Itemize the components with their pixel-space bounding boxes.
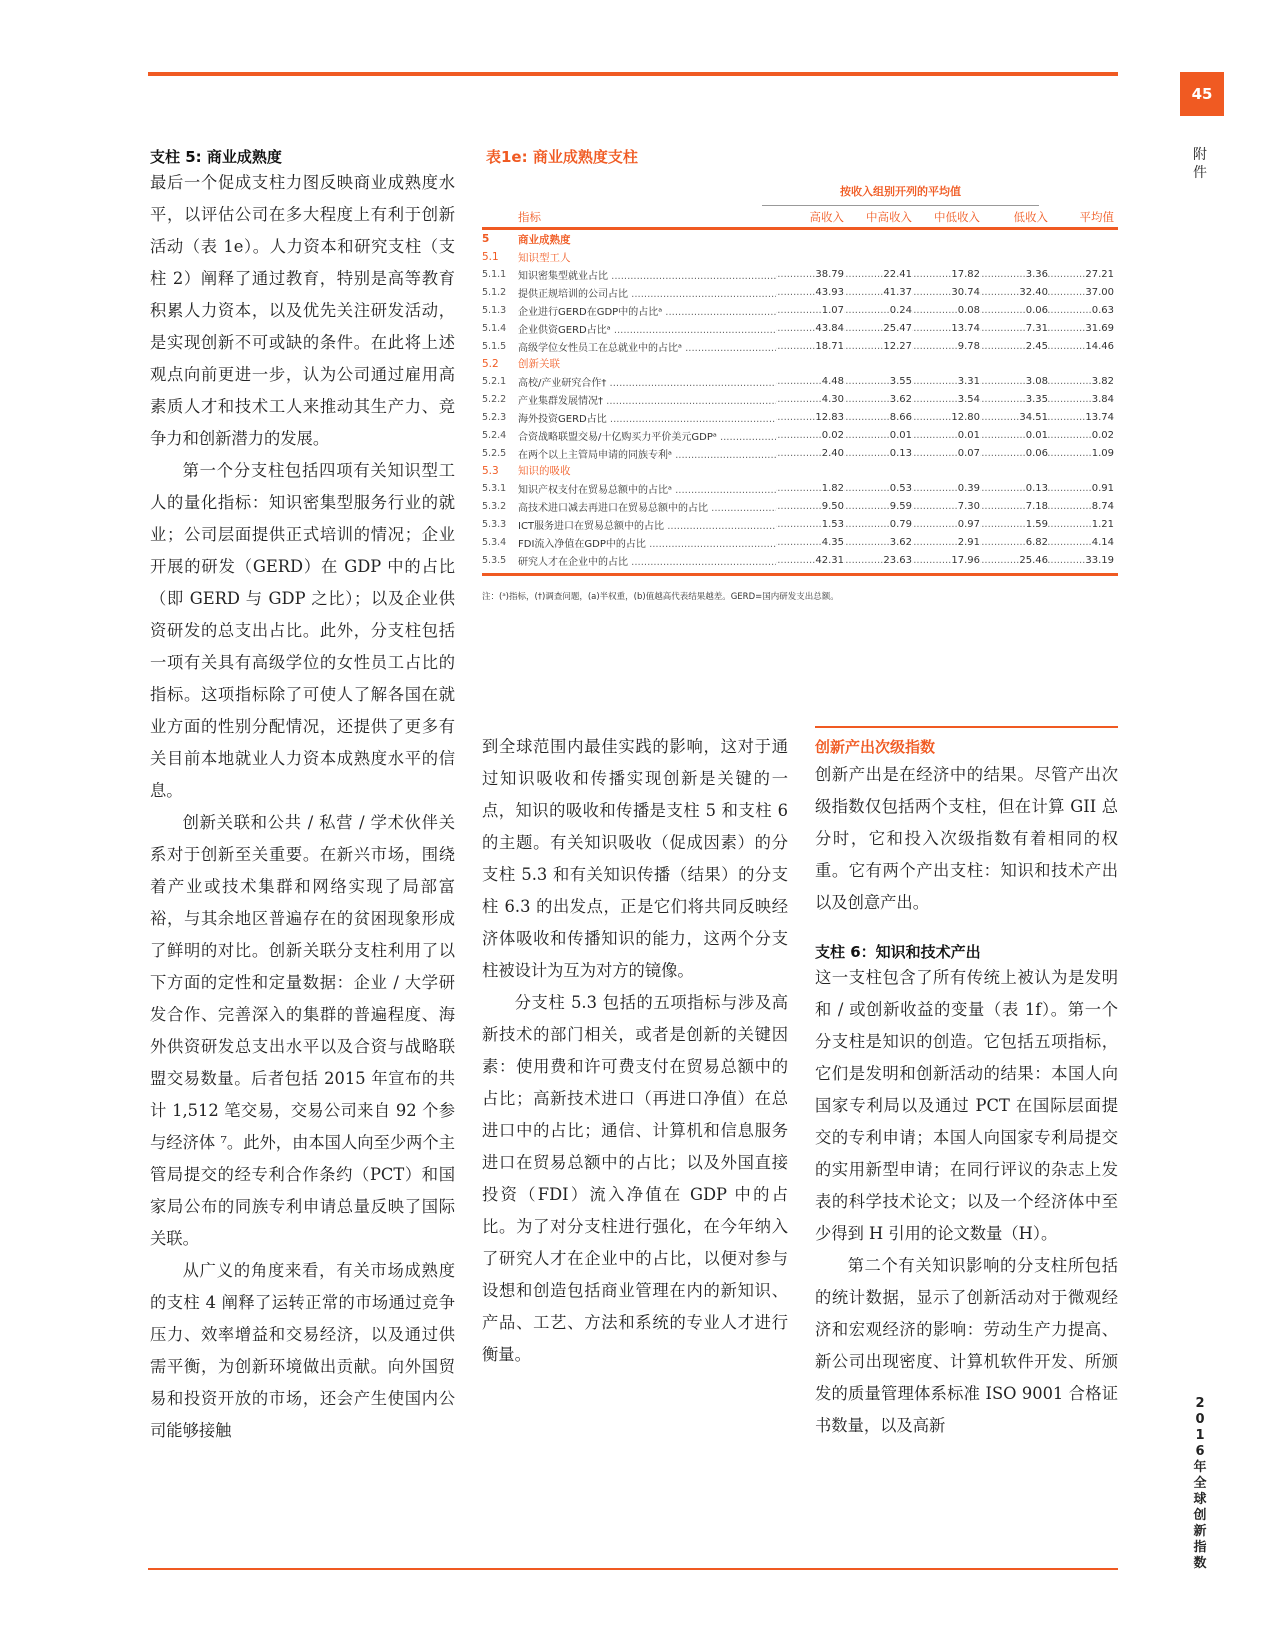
paragraph: 从广义的角度来看，有关市场成熟度的支柱 4 阐释了运转正常的市场通过竞争压力、效率增益和交易经济，以及通过供需平衡，为创新环境做出贡献。向外国贸易和投资开放的市场，还会产生使国内公司能够接触 — [150, 1261, 455, 1440]
value-upper-middle-cell — [844, 519, 912, 530]
value-mean-cell — [1048, 430, 1118, 441]
value-mean-cell — [1048, 483, 1118, 494]
value-upper-middle-cell — [844, 341, 912, 352]
section-label: 知识型工人 — [518, 251, 571, 264]
indicator-label: 知识产权支付在贸易总额中的占比ᵃ ..... — [518, 481, 776, 496]
value-low-cell — [980, 394, 1048, 405]
value-low-cell — [980, 555, 1048, 566]
indicator-label: 高校/产业研究合作† ..... — [518, 374, 776, 389]
value-lower-middle-cell — [912, 483, 980, 494]
value-low: 3.36 — [1025, 269, 1048, 281]
paragraph: 第二个有关知识影响的分支柱所包括的统计数据，显示了创新活动对于微观经济和宏观经济的影响：劳动生产力提高、新公司出现密度、计算机软件开发、所颁发的质量管理体系标准 ISO 9001 合格证书数量，以及高新 — [815, 1256, 1118, 1435]
value-upper-middle-cell — [844, 412, 912, 423]
value-low: 6.82 — [1025, 536, 1048, 548]
value-low-cell — [980, 323, 1048, 334]
value-upper-middle: 0.13 — [889, 447, 912, 459]
value-upper-middle: 8.66 — [889, 411, 912, 423]
year-char: 年 — [1193, 1460, 1207, 1475]
group-header — [482, 183, 1118, 203]
indicator-label: 合资战略联盟交易/十亿购买力平价美元GDPᵃ ..... — [518, 428, 776, 443]
column-left — [150, 146, 455, 1447]
value-lower-middle: 13.74 — [951, 322, 980, 334]
value-lower-middle-cell — [912, 501, 980, 512]
year-char: 球 — [1193, 1492, 1207, 1507]
value-mean-cell — [1048, 376, 1118, 387]
indicator-code: 5.3.4 — [482, 536, 507, 548]
section-heading-pillar6: 支柱 6：知识和技术产出 — [815, 943, 981, 961]
value-lower-middle-cell — [912, 412, 980, 423]
value-lower-middle-cell — [912, 519, 980, 530]
value-high: 4.35 — [821, 536, 844, 548]
indicator-code: 5.1.4 — [482, 322, 507, 334]
value-high: 4.48 — [821, 376, 844, 388]
value-upper-middle: 0.79 — [889, 518, 912, 530]
indicator-code: 5.1.1 — [482, 269, 507, 281]
table-row — [482, 319, 1118, 337]
col-header-high: 高收入 — [809, 210, 844, 224]
table-row — [482, 337, 1118, 355]
table-row — [482, 373, 1118, 391]
value-low: 0.13 — [1025, 483, 1048, 495]
value-mean-cell — [1048, 555, 1118, 566]
section-row — [482, 462, 1118, 480]
value-high: 43.93 — [815, 287, 844, 299]
value-lower-middle: 3.31 — [957, 376, 980, 388]
value-high-cell — [776, 269, 844, 280]
value-high: 12.83 — [815, 411, 844, 423]
table-title: 表1e: 商业成熟度支柱 — [486, 148, 638, 166]
table-bottom-rule — [482, 573, 1118, 576]
value-low-cell — [980, 269, 1048, 280]
group-header-label: 按收入组别开列的平均值 — [840, 185, 961, 198]
value-mean: 0.63 — [1091, 304, 1114, 316]
table-row — [482, 444, 1118, 462]
value-upper-middle: 23.63 — [883, 554, 912, 566]
value-high-cell — [776, 412, 844, 423]
value-mean-cell — [1048, 412, 1118, 423]
col-header-lower-middle: 中低收入 — [934, 210, 980, 224]
year-char: 1 — [1195, 1428, 1205, 1443]
value-mean: 27.21 — [1085, 269, 1114, 281]
section-code: 5.1 — [482, 251, 499, 263]
value-mean-cell — [1048, 394, 1118, 405]
value-upper-middle: 3.62 — [889, 536, 912, 548]
value-mean: 3.82 — [1091, 376, 1114, 388]
value-upper-middle: 3.62 — [889, 394, 912, 406]
table-row — [482, 391, 1118, 409]
value-high: 2.40 — [821, 447, 844, 459]
section-rule — [815, 726, 1118, 728]
value-lower-middle-cell — [912, 555, 980, 566]
value-lower-middle-cell — [912, 305, 980, 316]
col-header-low: 低收入 — [1013, 210, 1048, 224]
section-heading-pillar5: 支柱 5: 商业成熟度 — [150, 148, 282, 166]
value-lower-middle: 0.97 — [957, 518, 980, 530]
indicator-code: 5.3.3 — [482, 518, 507, 530]
side-label-char: 附 — [1193, 147, 1207, 163]
value-low: 1.59 — [1025, 518, 1048, 530]
col-header-upper-middle: 中高收入 — [866, 210, 912, 224]
paragraph: 第一个分支柱包括四项有关知识型工人的量化指标：知识密集型服务行业的就业；公司层面提供正式培训的情况；企业开展的研发（GERD）在 GDP 中的占比（即 GERD 与 GDP 之比）；以及企业供资研发的总支出占比。此外，分支柱包括一项有关具有高级学位的女性员工占比的指标。这项指标除了可使人了解各国在就业方面的性别分配情况，还提供了更多有关目前本地就业人力资本成熟度水平的信息。 — [150, 461, 455, 800]
value-low: 7.18 — [1025, 501, 1048, 513]
indicator-code: 5.3.5 — [482, 554, 507, 566]
value-upper-middle: 41.37 — [883, 287, 912, 299]
indicator-label: 研究人才在企业中的占比 ..... — [518, 553, 776, 568]
value-high-cell — [776, 430, 844, 441]
value-high-cell — [776, 537, 844, 548]
value-upper-middle-cell — [844, 448, 912, 459]
value-low: 0.06 — [1025, 447, 1048, 459]
value-lower-middle: 30.74 — [951, 287, 980, 299]
value-low-cell — [980, 483, 1048, 494]
year-char: 全 — [1193, 1476, 1207, 1491]
value-upper-middle: 25.47 — [883, 322, 912, 334]
pillar-code: 5 — [482, 233, 490, 245]
indicator-label: 知识密集型就业占比 ..... — [518, 267, 776, 282]
value-high-cell — [776, 519, 844, 530]
value-high-cell — [776, 483, 844, 494]
table-1e — [482, 146, 1118, 602]
value-upper-middle-cell — [844, 430, 912, 441]
value-low: 25.46 — [1019, 554, 1048, 566]
value-upper-middle: 0.01 — [889, 429, 912, 441]
value-upper-middle-cell — [844, 287, 912, 298]
indicator-code: 5.2.1 — [482, 376, 507, 388]
table-note: 注：(ᵃ)指标，(†)调查问题，(a)半权重，(b)值越高代表结果越差。GERD=国内研发支出总额。 — [482, 591, 839, 602]
value-mean-cell — [1048, 287, 1118, 298]
value-low-cell — [980, 341, 1048, 352]
paragraph: 到全球范围内最佳实践的影响，这对于通过知识吸收和传播实现创新是关键的一点，知识的吸收和传播是支柱 5 和支柱 6 的主题。有关知识吸收（促成因素）的分支柱 5.3 和有关知识传播（结果）的分支柱 6.3 的出发点，正是它们将共同反映经济体吸收和传播知识的能力，这两个分支柱被设计为互为对方的镜像。 — [482, 737, 788, 980]
value-lower-middle-cell — [912, 448, 980, 459]
value-upper-middle-cell — [844, 501, 912, 512]
value-mean: 3.84 — [1091, 394, 1114, 406]
value-high: 43.84 — [815, 322, 844, 334]
value-mean: 13.74 — [1085, 411, 1114, 423]
bottom-rule — [148, 1568, 1118, 1570]
value-high-cell — [776, 394, 844, 405]
value-mean-cell — [1048, 519, 1118, 530]
value-high: 1.07 — [821, 304, 844, 316]
indicator-label: 提供正规培训的公司占比 ..... — [518, 285, 776, 300]
value-high: 1.53 — [821, 518, 844, 530]
value-lower-middle-cell — [912, 287, 980, 298]
value-upper-middle-cell — [844, 305, 912, 316]
section-label: 创新关联 — [518, 358, 560, 371]
paragraph: 创新关联和公共 / 私营 / 学术伙伴关系对于创新至关重要。在新兴市场，围绕着产业或技术集群和网络实现了局部富裕，与其余地区普遍存在的贫困现象形成了鲜明的对比。创新关联分支柱利用了以下方面的定性和定量数据：企业 / 大学研发合作、完善深入的集群的普遍程度、海外供资研发总支出水平以及合资与战略联盟交易数量。后者包括 2015 年宣布的共计 1,512 笔交易，交易公司来自 92 个参与经济体 ⁷。此外，由本国人向至少两个主管局提交的经专利合作条约（PCT）和国家局公布的同族专利申请总量反映了国际关联。 — [150, 813, 455, 1248]
value-low: 0.06 — [1025, 304, 1048, 316]
indicator-code: 5.1.3 — [482, 304, 507, 316]
value-upper-middle-cell — [844, 269, 912, 280]
value-low-cell — [980, 376, 1048, 387]
table-row — [482, 533, 1118, 551]
value-high-cell — [776, 448, 844, 459]
value-mean: 37.00 — [1085, 287, 1114, 299]
value-low: 3.35 — [1025, 394, 1048, 406]
value-lower-middle: 17.82 — [951, 269, 980, 281]
value-mean: 8.74 — [1091, 501, 1114, 513]
value-high-cell — [776, 501, 844, 512]
value-mean-cell — [1048, 341, 1118, 352]
value-lower-middle-cell — [912, 269, 980, 280]
indicator-code: 5.2.5 — [482, 447, 507, 459]
paragraph: 分支柱 5.3 包括的五项指标与涉及高新技术的部门相关，或者是创新的关键因素：使用费和许可费支付在贸易总额中的占比；高新技术进口（再进口净值）在总进口中的占比；通信、计算机和信息服务进口在贸易总额中的占比；以及外国直接投资（FDI）流入净值在 GDP 中的占比。为了对分支柱进行强化，在今年纳入了研究人才在企业中的占比，以便对参与设想和创造包括商业管理在内的新知识、产品、工艺、方法和系统的专业人才进行衡量。 — [482, 993, 788, 1364]
value-low-cell — [980, 519, 1048, 530]
indicator-label: 高技术进口减去再进口在贸易总额中的占比 ..... — [518, 499, 776, 514]
value-low-cell — [980, 430, 1048, 441]
value-high: 42.31 — [815, 554, 844, 566]
value-lower-middle: 17.96 — [951, 554, 980, 566]
value-mean-cell — [1048, 323, 1118, 334]
value-high-cell — [776, 376, 844, 387]
value-upper-middle-cell — [844, 537, 912, 548]
value-upper-middle: 12.27 — [883, 340, 912, 352]
value-low: 32.40 — [1019, 287, 1048, 299]
indicator-label: 高级学位女性员工在总就业中的占比ᵃ ..... — [518, 339, 776, 354]
page-number: 45 — [1180, 72, 1224, 116]
value-lower-middle-cell — [912, 430, 980, 441]
year-char: 6 — [1195, 1444, 1205, 1459]
indicator-code: 5.2.2 — [482, 394, 507, 406]
indicator-code: 5.1.2 — [482, 287, 507, 299]
value-lower-middle: 9.78 — [957, 340, 980, 352]
value-upper-middle: 0.24 — [889, 304, 912, 316]
value-low: 34.51 — [1019, 411, 1048, 423]
value-mean-cell — [1048, 448, 1118, 459]
value-mean: 31.69 — [1085, 322, 1114, 334]
value-low: 0.01 — [1025, 429, 1048, 441]
indicator-label: 企业供资GERD占比ᵃ ..... — [518, 321, 776, 336]
value-upper-middle: 9.59 — [889, 501, 912, 513]
value-high-cell — [776, 341, 844, 352]
indicator-label: 企业进行GERD在GDP中的占比ᵃ ..... — [518, 303, 776, 318]
value-lower-middle-cell — [912, 341, 980, 352]
year-char: 创 — [1193, 1508, 1207, 1523]
value-upper-middle-cell — [844, 555, 912, 566]
indicator-label: ICT服务进口在贸易总额中的占比 ..... — [518, 517, 776, 532]
value-lower-middle: 7.30 — [957, 501, 980, 513]
value-mean: 0.91 — [1091, 483, 1114, 495]
year-char: 2 — [1195, 1396, 1205, 1411]
value-lower-middle: 12.80 — [951, 411, 980, 423]
indicator-code: 5.3.2 — [482, 501, 507, 513]
side-label-char: 件 — [1193, 165, 1207, 181]
indicator-label: FDI流入净值在GDP中的占比 ..... — [518, 535, 776, 550]
side-year-label — [1190, 1396, 1210, 1572]
value-lower-middle-cell — [912, 394, 980, 405]
value-low: 7.31 — [1025, 322, 1048, 334]
section-code: 5.3 — [482, 464, 499, 477]
pillar-label: 商业成熟度 — [518, 233, 571, 246]
value-lower-middle-cell — [912, 537, 980, 548]
table-row — [482, 409, 1118, 427]
table-header-row — [482, 203, 1118, 230]
value-mean: 14.46 — [1085, 340, 1114, 352]
year-char: 数 — [1193, 1556, 1207, 1571]
col-header-indicator: 指标 — [518, 210, 541, 224]
table-body — [482, 248, 1118, 569]
indicator-code: 5.1.5 — [482, 340, 507, 352]
value-mean-cell — [1048, 537, 1118, 548]
value-high-cell — [776, 305, 844, 316]
value-high-cell — [776, 555, 844, 566]
value-high: 0.02 — [821, 429, 844, 441]
value-upper-middle-cell — [844, 323, 912, 334]
value-mean-cell — [1048, 305, 1118, 316]
year-char: 0 — [1195, 1412, 1205, 1427]
value-low-cell — [980, 412, 1048, 423]
value-mean: 33.19 — [1085, 554, 1114, 566]
section-row — [482, 355, 1118, 373]
value-high: 18.71 — [815, 340, 844, 352]
value-low-cell — [980, 501, 1048, 512]
value-lower-middle-cell — [912, 323, 980, 334]
value-high-cell — [776, 287, 844, 298]
table-row — [482, 498, 1118, 516]
paragraph: 最后一个促成支柱力图反映商业成熟度水平，以评估公司在多大程度上有利于创新活动（表 1e）。人力资本和研究支柱（支柱 2）阐释了通过教育，特别是高等教育积累人力资本，以及优先关注研发活动，是实现创新不可或缺的条件。在此将上述观点向前更进一步，认为公司通过雇用高素质人才和技术工人来推动其生产力、竞争力和创新潜力的发展。 — [150, 173, 455, 448]
value-lower-middle: 0.39 — [957, 483, 980, 495]
value-upper-middle-cell — [844, 483, 912, 494]
value-mean: 4.14 — [1091, 536, 1114, 548]
section-code: 5.2 — [482, 357, 499, 370]
value-mean: 1.09 — [1091, 447, 1114, 459]
indicator-code: 5.2.4 — [482, 429, 507, 441]
table-row — [482, 284, 1118, 302]
value-low-cell — [980, 537, 1048, 548]
pillar-row — [482, 230, 1118, 248]
indicator-code: 5.3.1 — [482, 483, 507, 495]
table-row — [482, 266, 1118, 284]
section-row — [482, 248, 1118, 266]
top-rule — [148, 72, 1118, 76]
value-mean-cell — [1048, 269, 1118, 280]
value-lower-middle: 2.91 — [957, 536, 980, 548]
value-high: 9.50 — [821, 501, 844, 513]
table-row — [482, 302, 1118, 320]
value-upper-middle: 22.41 — [883, 269, 912, 281]
year-char: 新 — [1193, 1524, 1207, 1539]
table-row — [482, 426, 1118, 444]
value-upper-middle: 0.53 — [889, 483, 912, 495]
paragraph: 这一支柱包含了所有传统上被认为是发明和 / 或创新收益的变量（表 1f）。第一个分支柱是知识的创造。它包括五项指标，它们是发明和创新活动的结果：本国人向国家专利局以及通过 PCT 在国际层面提交的专利申请；本国人向国家专利局提交的实用新型申请；在同行评议的杂志上发表的科学技术论文；以及一个经济体中至少得到 H 引用的论文数量（H）。 — [815, 968, 1118, 1243]
value-upper-middle-cell — [844, 394, 912, 405]
value-high: 1.82 — [821, 483, 844, 495]
value-lower-middle: 3.54 — [957, 394, 980, 406]
value-upper-middle-cell — [844, 376, 912, 387]
column-right — [815, 726, 1118, 1442]
table-row — [482, 551, 1118, 569]
value-lower-middle-cell — [912, 376, 980, 387]
section-label: 知识的吸收 — [518, 465, 571, 478]
value-high: 38.79 — [815, 269, 844, 281]
column-middle — [482, 731, 788, 1371]
table-row — [482, 516, 1118, 534]
value-lower-middle: 0.07 — [957, 447, 980, 459]
value-mean: 0.02 — [1091, 429, 1114, 441]
value-low: 3.08 — [1025, 376, 1048, 388]
value-mean: 1.21 — [1091, 518, 1114, 530]
value-mean-cell — [1048, 501, 1118, 512]
col-header-mean: 平均值 — [1079, 210, 1114, 224]
value-low-cell — [980, 287, 1048, 298]
paragraph: 创新产出是在经济中的结果。尽管产出次级指数仅包括两个支柱，但在计算 GII 总分时，它和投入次级指数有着相同的权重。它有两个产出支柱：知识和技术产出以及创意产出。 — [815, 765, 1118, 912]
indicator-label: 在两个以上主管局申请的同族专利ᵃ ..... — [518, 446, 776, 461]
indicator-label: 海外投资GERD占比 ..... — [518, 410, 776, 425]
indicator-label: 产业集群发展情况† ..... — [518, 392, 776, 407]
value-low-cell — [980, 305, 1048, 316]
value-upper-middle: 3.55 — [889, 376, 912, 388]
value-high-cell — [776, 323, 844, 334]
value-low: 2.45 — [1025, 340, 1048, 352]
value-lower-middle: 0.01 — [957, 429, 980, 441]
value-high: 4.30 — [821, 394, 844, 406]
group-header-line — [762, 205, 1039, 206]
year-char: 指 — [1193, 1540, 1207, 1555]
indicator-code: 5.2.3 — [482, 411, 507, 423]
value-low-cell — [980, 448, 1048, 459]
table-row — [482, 480, 1118, 498]
side-label — [1190, 146, 1210, 182]
value-lower-middle: 0.08 — [957, 304, 980, 316]
section-heading-output-subindex: 创新产出次级指数 — [815, 738, 936, 756]
